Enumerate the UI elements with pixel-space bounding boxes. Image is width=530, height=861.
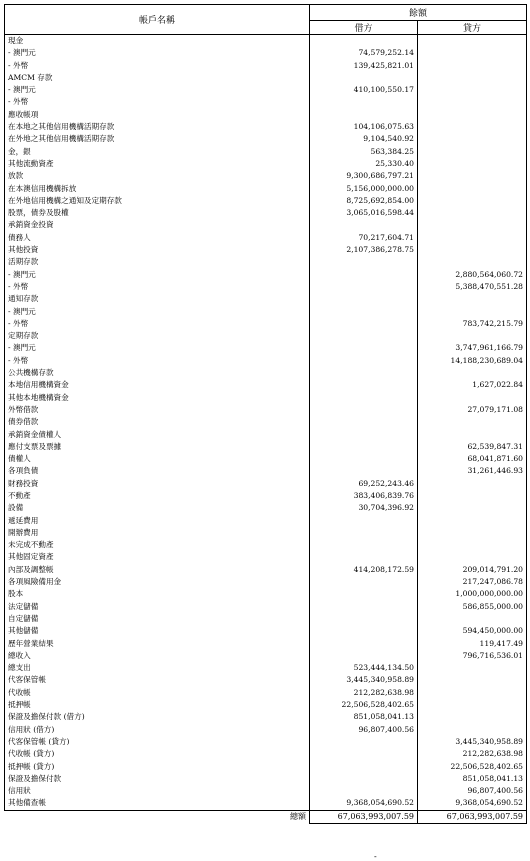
credit-cell (418, 109, 527, 121)
account-name-cell: 在本澳信用機構拆放 (5, 183, 310, 195)
debit-cell: 30,704,396.92 (310, 502, 418, 514)
table-row (5, 588, 527, 600)
account-name-cell: - 外幣 (5, 96, 310, 108)
account-name-cell: 保證及擔保付款 (借方) (5, 711, 310, 723)
credit-cell: 851,058,041.13 (418, 773, 527, 785)
table-row (5, 109, 527, 121)
account-name-cell: 總支出 (5, 662, 310, 674)
table-row (5, 515, 527, 527)
credit-cell: 31,261,446.93 (418, 465, 527, 477)
table-row (5, 797, 527, 810)
debit-cell (310, 761, 418, 773)
credit-cell (418, 539, 527, 551)
debit-cell: 410,100,550.17 (310, 84, 418, 96)
table-row (5, 392, 527, 404)
account-name-cell: - 澳門元 (5, 269, 310, 281)
table-row (5, 367, 527, 379)
debit-cell: 563,384.25 (310, 146, 418, 158)
debit-cell (310, 601, 418, 613)
debit-cell (310, 96, 418, 108)
debit-cell: 8,725,692,854.00 (310, 195, 418, 207)
credit-cell: 62,539,847.31 (418, 441, 527, 453)
debit-cell: 212,282,638.98 (310, 687, 418, 699)
table-row (5, 564, 527, 576)
debit-cell (310, 318, 418, 330)
account-name-cell: 其他投資 (5, 244, 310, 256)
table-row (5, 773, 527, 785)
credit-cell (418, 183, 527, 195)
debit-cell (310, 281, 418, 293)
credit-cell (418, 219, 527, 231)
account-name-cell: 抵押帳 (5, 699, 310, 711)
table-row (5, 158, 527, 170)
credit-cell (418, 490, 527, 502)
credit-cell (418, 84, 527, 96)
credit-cell: 1,627,022.84 (418, 379, 527, 391)
table-row (5, 170, 527, 182)
credit-cell (418, 699, 527, 711)
ledger-table (4, 4, 527, 824)
table-row (5, 318, 527, 330)
debit-cell: 383,406,839.76 (310, 490, 418, 502)
table-row (5, 195, 527, 207)
debit-cell (310, 269, 418, 281)
credit-cell (418, 711, 527, 723)
debit-cell (310, 650, 418, 662)
balance-header: 餘額 (310, 5, 527, 21)
table-row (5, 453, 527, 465)
account-name-cell: 開辦費用 (5, 527, 310, 539)
table-row (5, 342, 527, 354)
table-row (5, 674, 527, 686)
debit-cell (310, 613, 418, 625)
credit-cell (418, 96, 527, 108)
table-row (5, 687, 527, 699)
account-name-cell: 股票，債券及股權 (5, 207, 310, 219)
credit-cell (418, 515, 527, 527)
credit-cell: 586,855,000.00 (418, 601, 527, 613)
account-name-cell: 代收帳 (5, 687, 310, 699)
account-name-cell: 債務人 (5, 232, 310, 244)
table-row (5, 502, 527, 514)
credit-cell: 14,188,230,689.04 (418, 355, 527, 367)
table-row (5, 146, 527, 158)
table-row (5, 527, 527, 539)
credit-header: 貸方 (418, 21, 527, 35)
credit-cell (418, 687, 527, 699)
debit-cell (310, 379, 418, 391)
debit-cell (310, 355, 418, 367)
table-row (5, 736, 527, 748)
credit-cell (418, 330, 527, 342)
debit-cell (310, 748, 418, 760)
account-name-cell: - 澳門元 (5, 306, 310, 318)
account-name-cell: - 外幣 (5, 355, 310, 367)
debit-cell: 414,208,172.59 (310, 564, 418, 576)
credit-cell (418, 170, 527, 182)
account-name-cell: 設備 (5, 502, 310, 514)
table-row (5, 207, 527, 219)
table-row (5, 711, 527, 723)
debit-cell (310, 576, 418, 588)
table-row (5, 293, 527, 305)
credit-cell: 209,014,791.20 (418, 564, 527, 576)
debit-cell (310, 330, 418, 342)
credit-cell: 594,450,000.00 (418, 625, 527, 637)
credit-cell: 217,247,086.78 (418, 576, 527, 588)
credit-cell: 2,880,564,060.72 (418, 269, 527, 281)
debit-cell (310, 638, 418, 650)
debit-cell: 96,807,400.56 (310, 724, 418, 736)
account-name-cell: - 外幣 (5, 281, 310, 293)
credit-cell (418, 146, 527, 158)
credit-cell (418, 244, 527, 256)
table-row (5, 601, 527, 613)
table-row (5, 355, 527, 367)
debit-cell: 9,300,686,797.21 (310, 170, 418, 182)
debit-cell (310, 306, 418, 318)
table-row (5, 256, 527, 268)
debit-cell (310, 342, 418, 354)
account-name-cell: - 澳門元 (5, 342, 310, 354)
credit-cell (418, 72, 527, 84)
account-name-cell: 其他流動資產 (5, 158, 310, 170)
credit-cell: 1,000,000,000.00 (418, 588, 527, 600)
debit-cell: 2,107,386,278.75 (310, 244, 418, 256)
debit-cell: 9,104,540.92 (310, 133, 418, 145)
credit-cell (418, 293, 527, 305)
credit-cell: 5,388,470,551.28 (418, 281, 527, 293)
debit-cell (310, 625, 418, 637)
table-row (5, 244, 527, 256)
credit-cell (418, 232, 527, 244)
debit-cell (310, 293, 418, 305)
credit-cell (418, 195, 527, 207)
table-row (5, 539, 527, 551)
credit-cell (418, 35, 527, 48)
credit-cell (418, 613, 527, 625)
credit-cell (418, 662, 527, 674)
debit-cell (310, 527, 418, 539)
account-name-cell: 其他儲備 (5, 625, 310, 637)
debit-cell (310, 392, 418, 404)
account-name-cell: AMCM 存款 (5, 72, 310, 84)
account-name-cell: 放款 (5, 170, 310, 182)
account-name-cell: 通知存款 (5, 293, 310, 305)
account-name-cell: - 澳門元 (5, 47, 310, 59)
debit-cell: 70,217,604.71 (310, 232, 418, 244)
table-row (5, 96, 527, 108)
account-name-cell: 內部及調整帳 (5, 564, 310, 576)
table-row (5, 330, 527, 342)
credit-cell: 22,506,528,402.65 (418, 761, 527, 773)
credit-cell (418, 527, 527, 539)
table-row (5, 638, 527, 650)
credit-cell: 68,041,871.60 (418, 453, 527, 465)
table-row (5, 35, 527, 48)
table-row (5, 724, 527, 736)
debit-cell (310, 441, 418, 453)
table-row (5, 379, 527, 391)
table-row (5, 84, 527, 96)
debit-cell (310, 465, 418, 477)
table-row (5, 269, 527, 281)
table-row (5, 60, 527, 72)
table-row (5, 416, 527, 428)
account-name-cell: 其他固定資產 (5, 551, 310, 563)
account-name-cell: 信用狀 (借方) (5, 724, 310, 736)
debit-cell (310, 539, 418, 551)
debit-cell: 523,444,134.50 (310, 662, 418, 674)
credit-cell: 96,807,400.56 (418, 785, 527, 797)
credit-cell: 3,445,340,958.89 (418, 736, 527, 748)
table-row (5, 232, 527, 244)
account-name-cell: 各項風險備用金 (5, 576, 310, 588)
table-row (5, 576, 527, 588)
account-name-cell: 各項負債 (5, 465, 310, 477)
ledger-body (5, 35, 527, 811)
table-row (5, 404, 527, 416)
credit-cell (418, 367, 527, 379)
account-name-cell: 保證及擔保付款 (5, 773, 310, 785)
credit-cell (418, 392, 527, 404)
account-name-cell: 代收帳 (貸方) (5, 748, 310, 760)
account-name-cell: 承銷資金債權人 (5, 429, 310, 441)
debit-cell (310, 773, 418, 785)
account-name-cell: 在本地之其他信用機構活期存款 (5, 121, 310, 133)
credit-cell (418, 47, 527, 59)
table-row (5, 478, 527, 490)
credit-cell (418, 121, 527, 133)
debit-cell: 3,065,016,598.44 (310, 207, 418, 219)
account-name-cell: 應收帳項 (5, 109, 310, 121)
account-name-cell: 承銷資金投資 (5, 219, 310, 231)
account-name-cell: 遞延費用 (5, 515, 310, 527)
table-row (5, 662, 527, 674)
account-name-cell: 應付支票及票據 (5, 441, 310, 453)
account-name-cell: 法定儲備 (5, 601, 310, 613)
debit-cell (310, 785, 418, 797)
account-name-cell: 自定儲備 (5, 613, 310, 625)
table-row (5, 281, 527, 293)
debit-cell (310, 515, 418, 527)
account-name-cell: 債權人 (5, 453, 310, 465)
account-name-cell: 未完成不動產 (5, 539, 310, 551)
credit-cell: 3,747,961,166.79 (418, 342, 527, 354)
debit-cell: 104,106,075.63 (310, 121, 418, 133)
account-name-cell: 本地信用機構資金 (5, 379, 310, 391)
credit-cell (418, 502, 527, 514)
credit-cell: 783,742,215.79 (418, 318, 527, 330)
debit-cell (310, 72, 418, 84)
credit-cell (418, 478, 527, 490)
account-name-cell: 定期存款 (5, 330, 310, 342)
account-name-cell: 其他本地機構資金 (5, 392, 310, 404)
debit-cell: 5,156,000,000.00 (310, 183, 418, 195)
debit-cell (310, 736, 418, 748)
account-name-cell: 現金 (5, 35, 310, 48)
debit-cell (310, 109, 418, 121)
account-name-cell: 公共機構存款 (5, 367, 310, 379)
table-row (5, 748, 527, 760)
debit-cell: 22,506,528,402.65 (310, 699, 418, 711)
account-name-cell: 其他備查帳 (5, 797, 310, 810)
debit-cell: 851,058,041.13 (310, 711, 418, 723)
account-name-cell: 不動產 (5, 490, 310, 502)
credit-cell (418, 133, 527, 145)
debit-cell (310, 35, 418, 48)
table-row (5, 465, 527, 477)
credit-cell (418, 724, 527, 736)
account-name-cell: - 澳門元 (5, 84, 310, 96)
debit-cell (310, 416, 418, 428)
credit-cell (418, 158, 527, 170)
credit-cell: 9,368,054,690.52 (418, 797, 527, 810)
debit-cell (310, 367, 418, 379)
table-row (5, 441, 527, 453)
debit-cell (310, 588, 418, 600)
account-name-cell: 代客保管帳 (5, 674, 310, 686)
table-row (5, 761, 527, 773)
table-row (5, 47, 527, 59)
account-name-cell: 信用狀 (5, 785, 310, 797)
account-name-cell: 在外地之其他信用機構活期存款 (5, 133, 310, 145)
account-name-cell: - 外幣 (5, 60, 310, 72)
total-row (5, 810, 527, 823)
table-row (5, 133, 527, 145)
credit-cell (418, 306, 527, 318)
account-name-cell: 代客保管帳 (貸方) (5, 736, 310, 748)
table-row (5, 121, 527, 133)
total-label: 總額 (5, 810, 310, 823)
table-row (5, 490, 527, 502)
credit-cell (418, 551, 527, 563)
credit-cell (418, 674, 527, 686)
table-row (5, 429, 527, 441)
debit-cell (310, 219, 418, 231)
page-mark: - (374, 852, 377, 861)
credit-cell: 796,716,536.01 (418, 650, 527, 662)
table-row (5, 219, 527, 231)
debit-cell: 3,445,340,958.89 (310, 674, 418, 686)
account-name-cell: 活期存款 (5, 256, 310, 268)
debit-cell (310, 429, 418, 441)
account-name-cell: 債券借款 (5, 416, 310, 428)
debit-cell (310, 404, 418, 416)
account-name-cell: 抵押帳 (貸方) (5, 761, 310, 773)
debit-header: 借方 (310, 21, 418, 35)
debit-cell (310, 551, 418, 563)
account-name-cell: 總收入 (5, 650, 310, 662)
debit-cell: 74,579,252.14 (310, 47, 418, 59)
account-name-cell: 股本 (5, 588, 310, 600)
account-name-header: 帳戶名稱 (5, 5, 310, 35)
table-row (5, 699, 527, 711)
trial-balance-sheet (4, 4, 526, 824)
credit-cell: 212,282,638.98 (418, 748, 527, 760)
account-name-cell: 金，銀 (5, 146, 310, 158)
credit-cell (418, 207, 527, 219)
account-name-cell: 財務投資 (5, 478, 310, 490)
credit-cell: 119,417.49 (418, 638, 527, 650)
credit-cell: 27,079,171.08 (418, 404, 527, 416)
debit-cell: 9,368,054,690.52 (310, 797, 418, 810)
table-row (5, 551, 527, 563)
total-credit: 67,063,993,007.59 (418, 810, 527, 823)
debit-cell (310, 256, 418, 268)
credit-cell (418, 429, 527, 441)
table-row (5, 306, 527, 318)
account-name-cell: - 外幣 (5, 318, 310, 330)
table-row (5, 625, 527, 637)
table-row (5, 785, 527, 797)
credit-cell (418, 256, 527, 268)
debit-cell: 69,252,243.46 (310, 478, 418, 490)
debit-cell: 139,425,821.01 (310, 60, 418, 72)
table-row (5, 613, 527, 625)
table-row (5, 72, 527, 84)
debit-cell (310, 453, 418, 465)
account-name-cell: 在外地信用機構之通知及定期存款 (5, 195, 310, 207)
total-debit: 67,063,993,007.59 (310, 810, 418, 823)
credit-cell (418, 60, 527, 72)
debit-cell: 25,330.40 (310, 158, 418, 170)
account-name-cell: 歷年營業結果 (5, 638, 310, 650)
table-row (5, 650, 527, 662)
table-row (5, 183, 527, 195)
credit-cell (418, 416, 527, 428)
account-name-cell: 外幣借款 (5, 404, 310, 416)
